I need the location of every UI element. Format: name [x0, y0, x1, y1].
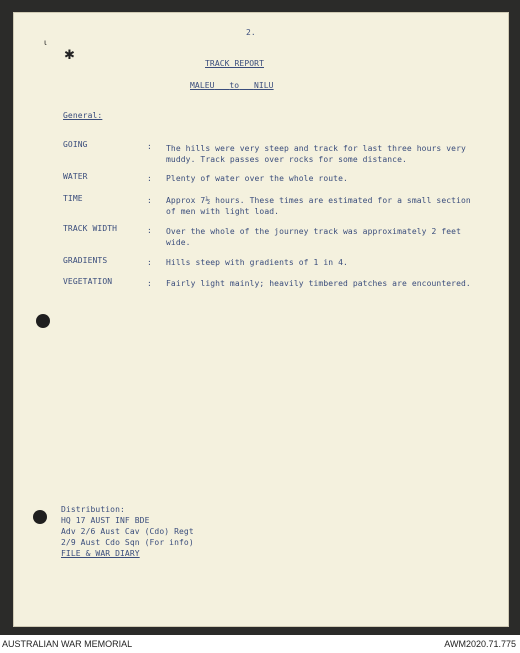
- section-heading: General:: [63, 111, 103, 120]
- entry-text-track-width-2: wide.: [166, 238, 191, 247]
- entry-colon: :: [147, 142, 152, 151]
- route-sep: [215, 81, 230, 90]
- route-to-word: to: [229, 81, 240, 90]
- ink-splat-mark: ✱: [64, 48, 75, 63]
- entry-label-water: WATER: [63, 172, 88, 181]
- archive-reference: AWM2020.71.775: [444, 639, 516, 649]
- entry-colon: :: [147, 258, 152, 267]
- entry-label-gradients: GRADIENTS: [63, 256, 108, 265]
- entry-colon: :: [147, 196, 152, 205]
- route-sep: [239, 81, 254, 90]
- entry-text-water-1: Plenty of water over the whole route.: [166, 174, 348, 183]
- entry-colon: :: [147, 174, 152, 183]
- route-from: MALEU: [190, 81, 215, 90]
- entry-label-going: GOING: [63, 140, 88, 149]
- distribution-heading: Distribution:: [61, 505, 125, 514]
- entry-text-going-2: muddy. Track passes over rocks for some distance.: [166, 155, 407, 164]
- distribution-line: Adv 2/6 Aust Cav (Cdo) Regt: [61, 527, 194, 536]
- entry-text-track-width-1: Over the whole of the journey track was approximately 2 feet: [166, 227, 461, 236]
- document-page: [13, 12, 509, 627]
- distribution-line: 2/9 Aust Cdo Sqn (For info): [61, 538, 194, 547]
- entry-label-track-width: TRACK WIDTH: [63, 224, 118, 233]
- pencil-mark: ι: [44, 38, 47, 47]
- punch-hole-upper: [36, 314, 50, 328]
- entry-label-vegetation: VEGETATION: [63, 277, 113, 286]
- entry-text-time-2: of men with light load.: [166, 207, 280, 216]
- page-number: 2.: [246, 28, 256, 37]
- entry-text-vegetation-1: Fairly light mainly; heavily timbered patches are encountered.: [166, 279, 471, 288]
- entry-label-time: TIME: [63, 194, 83, 203]
- punch-hole-lower: [33, 510, 47, 524]
- distribution-line: HQ 17 AUST INF BDE: [61, 516, 150, 525]
- entry-colon: :: [147, 226, 152, 235]
- archive-credit: AUSTRALIAN WAR MEMORIAL: [2, 639, 133, 649]
- entry-text-going-1: The hills were very steep and track for last three hours very: [166, 144, 466, 153]
- route-to: NILU: [253, 81, 274, 90]
- entry-text-gradients-1: Hills steep with gradients of 1 in 4.: [166, 258, 348, 267]
- entry-text-time-1: Approx 7½ hours. These times are estimated for a small section: [166, 196, 471, 205]
- entry-colon: :: [147, 279, 152, 288]
- document-title: TRACK REPORT: [205, 59, 264, 68]
- distribution-line: FILE & WAR DIARY: [61, 549, 140, 558]
- route-line: [190, 80, 274, 91]
